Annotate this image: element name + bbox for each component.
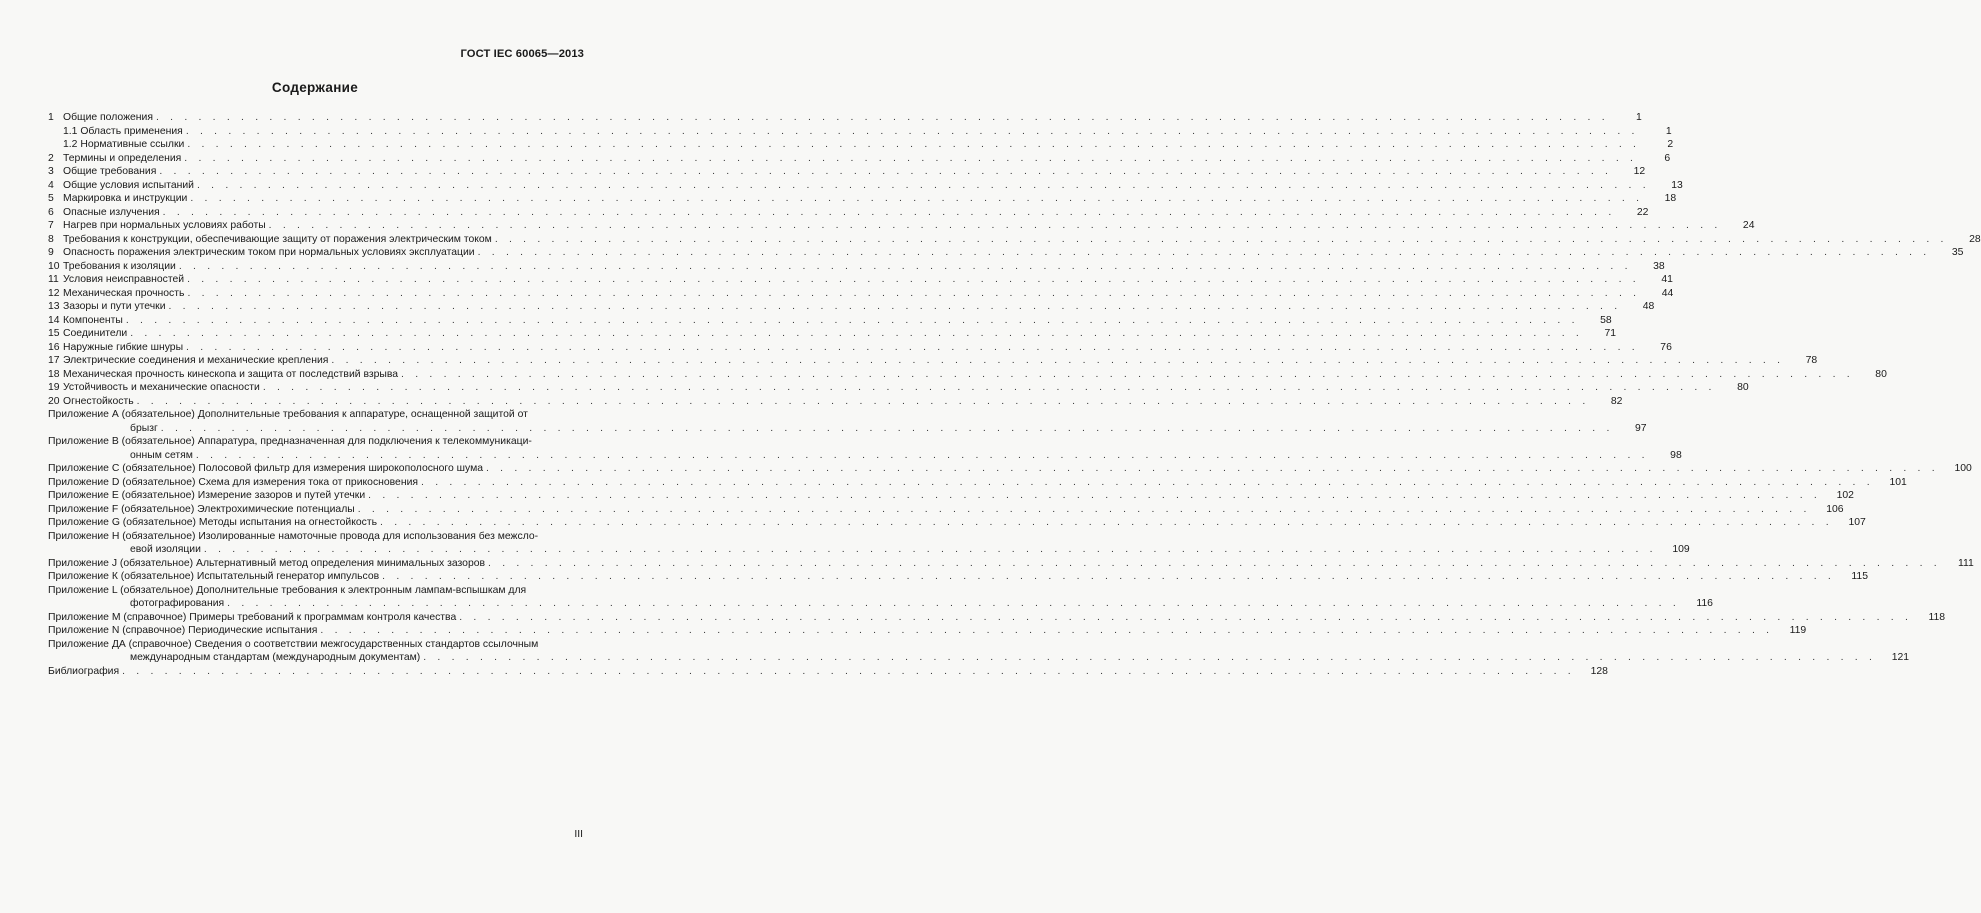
- toc-entry[interactable]: 6 Опасные излучения . . . 22: [48, 206, 583, 220]
- toc-annex-entry[interactable]: Приложение Е (обязательное) Измерение зазоров и путей утечки . . . 102: [48, 489, 583, 503]
- toc-annex-entry[interactable]: Приложение М (справочное) Примеры требований к программам контроля качества . . . 118: [48, 611, 583, 625]
- toc-entry[interactable]: 3 Общие требования . . . 12: [48, 165, 583, 179]
- toc-entry[interactable]: 20 Огнестойкость . . . 82: [48, 395, 583, 409]
- toc-entry[interactable]: 13 Зазоры и пути утечки . . . 48: [48, 300, 583, 314]
- toc-entry[interactable]: 7 Нагрев при нормальных условиях работы . . . 24: [48, 219, 583, 233]
- toc-entry[interactable]: 9 Опасность поражения электрическим током при нормальных условиях эксплуатации . . . 35: [48, 246, 583, 260]
- toc-annex-continuation[interactable]: онным сетям . . . 98: [48, 449, 583, 463]
- toc-entry[interactable]: 15 Соединители . . . 71: [48, 327, 583, 341]
- toc-annex-entry[interactable]: Приложение D (обязательное) Схема для измерения тока от прикосновения . . . 101: [48, 476, 583, 490]
- page-folio: III: [574, 829, 583, 840]
- toc-entry[interactable]: 10 Требования к изоляции . . . 38: [48, 260, 583, 274]
- toc-annex-continuation[interactable]: международным стандартам (международным документам) . . . 121: [48, 651, 583, 665]
- toc-entry[interactable]: 14 Компоненты . . . 58: [48, 314, 583, 328]
- toc-entry[interactable]: 18 Механическая прочность кинескопа и защита от последствий взрыва . . . 80: [48, 368, 583, 382]
- toc-entry[interactable]: 19 Устойчивость и механические опасности . . . 80: [48, 381, 583, 395]
- toc-entry[interactable]: 1 Общие положения . . . 1: [48, 111, 583, 125]
- standard-id: ГОСТ IEC 60065—2013: [460, 48, 584, 60]
- toc-entry[interactable]: 16 Наружные гибкие шнуры . . . 76: [48, 341, 583, 355]
- toc-entry[interactable]: 11 Условия неисправностей . . . 41: [48, 273, 583, 287]
- toc-entry[interactable]: 17 Электрические соединения и механические крепления . . . 78: [48, 354, 583, 368]
- toc-entry[interactable]: 5 Маркировка и инструкции . . . 18: [48, 192, 583, 206]
- toc-annex-entry[interactable]: Приложение В (обязательное) Аппаратура, предназначенная для подключения к телекоммуникаци-: [48, 436, 532, 447]
- toc-entry[interactable]: 1.1 Область применения . . . 1: [48, 125, 583, 139]
- toc-annex-continuation[interactable]: брызг . . . 97: [48, 422, 583, 436]
- toc-entry[interactable]: 8 Требования к конструкции, обеспечивающие защиту от поражения электрическим током . . . 28: [48, 233, 583, 247]
- toc-annex-entry[interactable]: Приложение G (обязательное) Методы испытания на огнестойкость . . . 107: [48, 516, 583, 530]
- toc-annex-entry[interactable]: Приложение F (обязательное) Электрохимические потенциалы . . . 106: [48, 503, 583, 517]
- toc-entry[interactable]: 4 Общие условия испытаний . . . 13: [48, 179, 583, 193]
- toc-annex-entry[interactable]: Приложение J (обязательное) Альтернативный метод определения минимальных зазоров . . . 111: [48, 557, 583, 571]
- toc-entry[interactable]: 12 Механическая прочность . . . 44: [48, 287, 583, 301]
- toc-annex-continuation[interactable]: евой изоляции . . . 109: [48, 543, 583, 557]
- toc-annex-entry[interactable]: Приложение А (обязательное) Дополнительные требования к аппаратуре, оснащенной защитой от: [48, 409, 528, 420]
- toc-bibliography-entry[interactable]: Библиография . . . 128: [48, 665, 583, 679]
- toc-annex-entry[interactable]: Приложение К (обязательное) Испытательный генератор импульсов . . . 115: [48, 570, 583, 584]
- toc-entry[interactable]: 1.2 Нормативные ссылки . . . 2: [48, 138, 583, 152]
- toc-entry[interactable]: 2 Термины и определения . . . 6: [48, 152, 583, 166]
- toc-annex-entry[interactable]: Приложение ДА (справочное) Сведения о соответствии межгосударственных стандартов ссылочным: [48, 638, 539, 650]
- toc-annex-entry[interactable]: Приложение L (обязательное) Дополнительные требования к электронным лампам-вспышкам для: [48, 584, 527, 596]
- table-of-contents: [48, 111, 1981, 678]
- toc-annex-entry[interactable]: Приложение С (обязательное) Полосовой фильтр для измерения широкополосного шума . . . 100: [48, 462, 583, 476]
- toc-annex-continuation[interactable]: фотографирования . . . 116: [48, 597, 583, 611]
- toc-annex-entry[interactable]: Приложение Н (обязательное) Изолированные намоточные провода для использования без межсло-: [48, 530, 539, 542]
- toc-annex-entry[interactable]: Приложение N (справочное) Периодические испытания . . . 119: [48, 624, 583, 638]
- toc-title: Содержание: [271, 80, 359, 95]
